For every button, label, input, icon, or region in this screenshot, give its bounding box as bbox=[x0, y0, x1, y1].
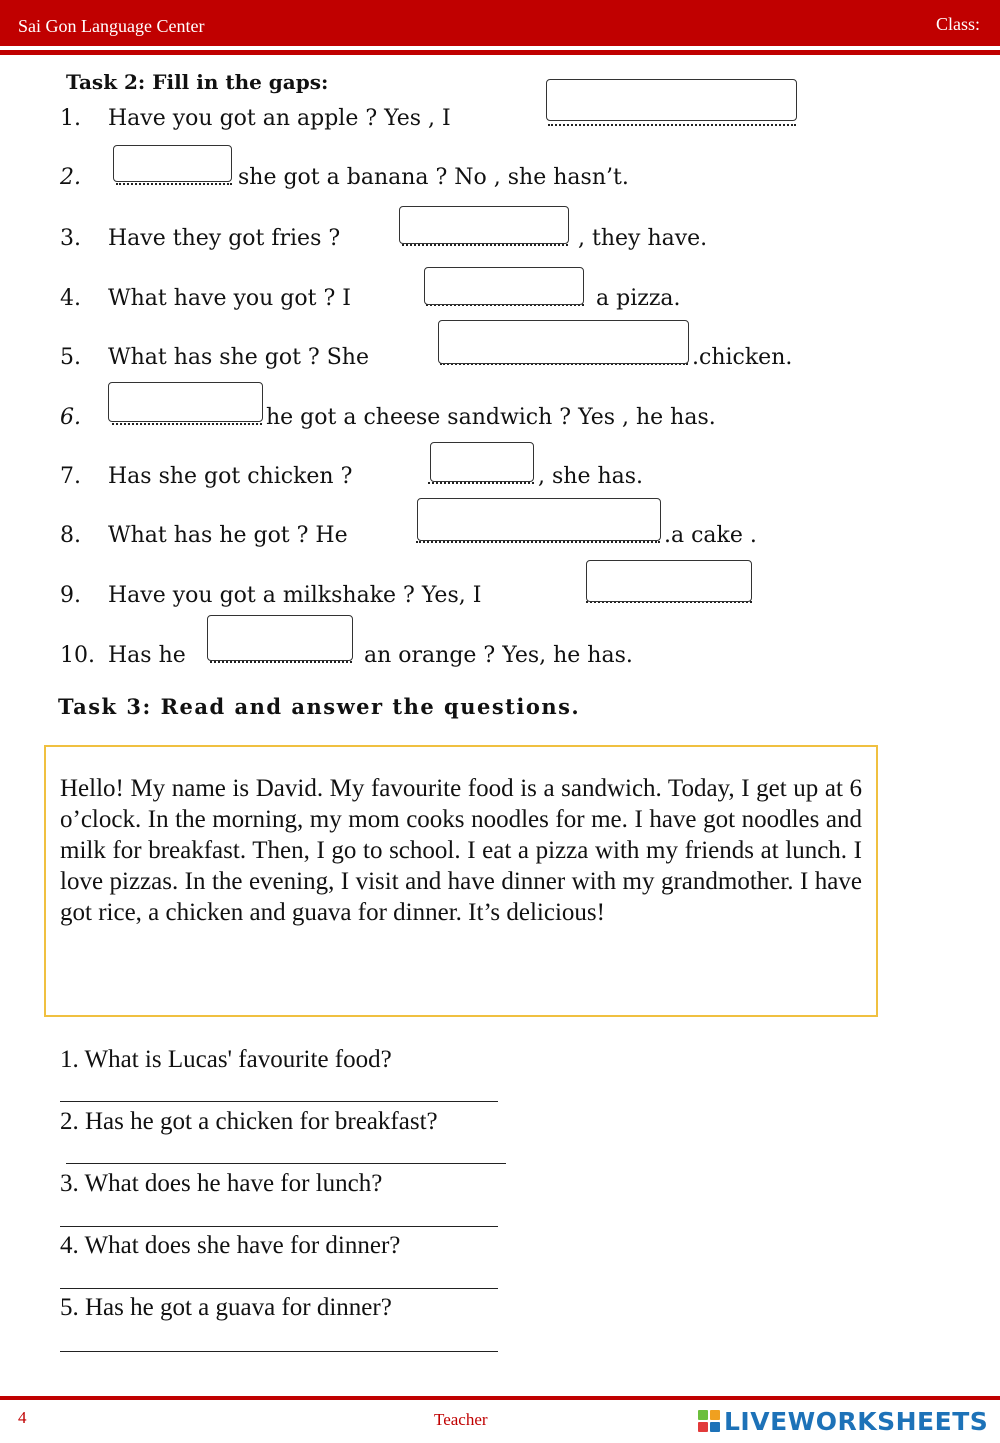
gap-dots bbox=[428, 482, 534, 484]
item-text-after: he got a cheese sandwich ? Yes , he has. bbox=[266, 405, 716, 430]
item-number: 5. bbox=[60, 345, 81, 370]
item-text-after: .chicken. bbox=[692, 345, 793, 370]
item-number: 4. bbox=[60, 286, 81, 311]
gap-dots bbox=[112, 423, 262, 425]
class-label: Class: bbox=[935, 14, 980, 34]
item-text-before: What has she got ? She bbox=[108, 345, 369, 370]
task2-item bbox=[0, 278, 1000, 318]
item-text-before: Have you got an apple ? Yes , I bbox=[108, 106, 451, 131]
task2-item bbox=[0, 575, 1000, 615]
answer-line-3[interactable] bbox=[60, 1226, 498, 1227]
gap-dots bbox=[116, 183, 232, 185]
task3-title: Task 3: Read and answer the questions. bbox=[58, 694, 581, 719]
answer-line-2[interactable] bbox=[66, 1163, 506, 1164]
passage-text: Hello! My name is David. My favourite food is a sandwich. Today, I get up at 6 o’clock. In the morning, my mom cooks noodles for me. I have got noodles and milk for breakfast. Then, I go to school. I eat a pizza with my friends at lunch. I love pizzas. In the evening, I visit and have dinner with my grandmother. I have got rice, a chicken and guava for dinner. It’s delicious! bbox=[60, 775, 862, 926]
item-text-before: Has she got chicken ? bbox=[108, 464, 353, 489]
item-text-before: Have they got fries ? bbox=[108, 226, 341, 251]
item-text-before: Has he bbox=[108, 643, 186, 668]
question-5: 5. Has he got a guava for dinner? bbox=[60, 1294, 392, 1321]
item-number: 3. bbox=[60, 226, 81, 251]
task2-item bbox=[0, 456, 1000, 496]
answer-line-4[interactable] bbox=[60, 1288, 498, 1289]
item-text-after: , they have. bbox=[578, 226, 708, 251]
header-divider bbox=[0, 50, 1000, 55]
item-number: 2. bbox=[60, 165, 81, 190]
task2-item bbox=[0, 337, 1000, 377]
item-number: 8. bbox=[60, 523, 81, 548]
gap-dots bbox=[548, 124, 796, 126]
footer-divider bbox=[0, 1396, 1000, 1400]
item-number: 7. bbox=[60, 464, 81, 489]
gap-input-4[interactable] bbox=[424, 267, 584, 305]
item-number: 6. bbox=[60, 405, 81, 430]
gap-dots bbox=[416, 541, 660, 543]
item-text-after: .a cake . bbox=[664, 523, 757, 548]
center-name: Sai Gon Language Center bbox=[18, 16, 205, 36]
task2-item bbox=[0, 397, 1000, 437]
gap-input-5[interactable] bbox=[438, 320, 689, 364]
task2-item bbox=[0, 218, 1000, 258]
item-text-after: an orange ? Yes, he has. bbox=[364, 643, 633, 668]
item-number: 1. bbox=[60, 106, 81, 131]
item-number: 10. bbox=[60, 643, 95, 668]
answer-line-5[interactable] bbox=[60, 1351, 498, 1352]
gap-input-3[interactable] bbox=[399, 206, 569, 244]
task2-item bbox=[0, 98, 1000, 138]
gap-input-8[interactable] bbox=[417, 498, 661, 541]
question-3: 3. What does he have for lunch? bbox=[60, 1170, 383, 1197]
item-text-after: a pizza. bbox=[596, 286, 681, 311]
item-text-after: she got a banana ? No , she hasn’t. bbox=[238, 165, 629, 190]
gap-input-9[interactable] bbox=[586, 560, 752, 602]
item-number: 9. bbox=[60, 583, 81, 608]
item-text-after: , she has. bbox=[538, 464, 644, 489]
page-number: 4 bbox=[18, 1408, 27, 1427]
reading-passage bbox=[44, 745, 878, 1017]
logo-icon bbox=[698, 1410, 720, 1432]
gap-input-6[interactable] bbox=[108, 382, 263, 422]
question-2: 2. Has he got a chicken for breakfast? bbox=[60, 1108, 438, 1135]
item-text-before: What have you got ? I bbox=[108, 286, 351, 311]
gap-dots bbox=[402, 244, 568, 246]
question-1: 1. What is Lucas' favourite food? bbox=[60, 1046, 392, 1073]
task2-title: Task 2: Fill in the gaps: bbox=[66, 70, 329, 94]
header-bar bbox=[0, 0, 1000, 46]
item-text-before: What has he got ? He bbox=[108, 523, 348, 548]
task2-item bbox=[0, 635, 1000, 675]
gap-input-10[interactable] bbox=[207, 615, 353, 661]
liveworksheets-logo[interactable] bbox=[698, 1406, 988, 1436]
question-4: 4. What does she have for dinner? bbox=[60, 1232, 401, 1259]
gap-input-1[interactable] bbox=[546, 79, 797, 121]
gap-input-2[interactable] bbox=[113, 145, 232, 182]
task2-item bbox=[0, 515, 1000, 555]
gap-dots bbox=[210, 661, 352, 663]
item-text-before: Have you got a milkshake ? Yes, I bbox=[108, 583, 482, 608]
gap-input-7[interactable] bbox=[430, 442, 534, 482]
logo-text: LIVEWORKSHEETS bbox=[724, 1406, 989, 1436]
answer-line-1[interactable] bbox=[60, 1101, 498, 1102]
task2-item bbox=[0, 157, 1000, 197]
teacher-label: Teacher bbox=[434, 1410, 488, 1429]
